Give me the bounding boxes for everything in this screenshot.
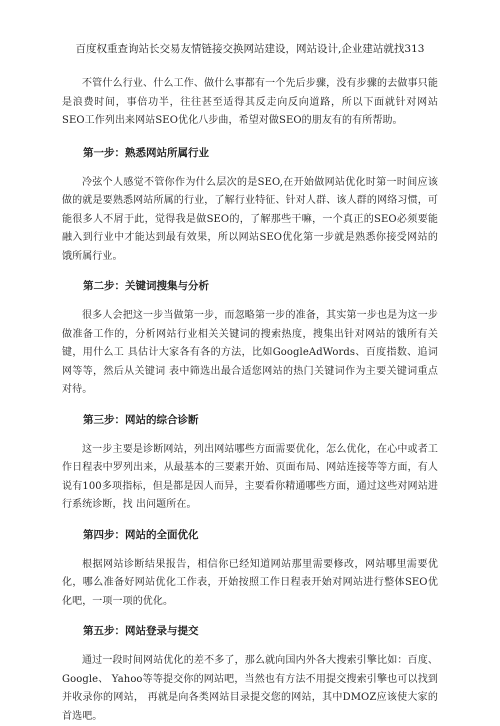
section-heading-1: 第一步：熟悉网站所属行业	[83, 146, 209, 159]
section-heading-3: 第三步：网站的综合诊断	[83, 413, 199, 426]
section-body-5: 通过一段时间网站优化的差不多了，那么就向国内外各大搜索引擎比如：百度、Google、 Yahoo等等提交你的网站吧，当然也有方法不用提交搜索引擎也可以找到并收录你的网站， 再就是向各类网站目录提交您的网站，其中DMOZ应该使大家的首选吧。	[62, 655, 438, 722]
section-body-4: 根据网站诊断结果报告，相信你已经知道网站那里需要修改，网站哪里需要优化，哪么准备好网站优化工作表，开始按照工作日程表开始对网站进行整体SEO优化吧，一项一项的优化。	[62, 558, 438, 607]
section-heading-2: 第二步：关键词搜集与分析	[83, 280, 209, 292]
intro-paragraph: 不管什么行业、什么工作、做什么事都有一个先后步骤，没有步骤的去做事只能是浪费时间，事倍功半，往往甚至适得其反走向反向道路，所以下面就针对网站SEO工作列出来网站SEO优化八步曲，希望对做SEO的朋友有的有所帮助。	[62, 78, 438, 126]
section-body-1: 冷弦个人感觉不管你作为什么层次的是SEO,在开始做网站优化时第一时间应该做的就是要熟悉网站所属的行业，了解行业特征、针对人群、该人群的网络习惯，可能很多人不屑于此，觉得我是做SEO的，了解那些干嘛，一个真正的SEO必须要能融入到行业中才能达到最有效果，所以网站SEO优化第一步就是熟悉你接受网站的饿所属行业。	[62, 176, 438, 262]
section-heading-4: 第四步：网站的全面优化	[83, 528, 199, 541]
section-body-3: 这一步主要是诊断网站，列出网站哪些方面需要优化，怎么优化，在心中或者工作日程表中罗列出来，从最基本的三要素开始、页面布局、网站连接等等方面，有人说有100多项指标，但是都是因人而异，主要看你精通哪些方面，通过这些对网站进行系统诊断，找 出问题所在。	[62, 443, 438, 510]
section-heading-5: 第五步：网站登录与提交	[83, 625, 199, 637]
document-title: 百度权重查询站长交易友情链接交换网站建设，网站设计,企业建站就找313	[75, 43, 425, 55]
section-body-2: 很多人会把这一步当做第一步，而忽略第一步的准备，其实第一步也是为这一步做准备工作的，分析网站行业相关关键词的搜索热度，搜集出针对网站的饿所有关键，用什么工 具估计大家各有各的方法，比如GoogleAdWords、百度指数、追词网等等，然后从关键词 表中筛选出最合适您网站的热门关键词作为主要关键词重点对待。	[62, 310, 438, 395]
